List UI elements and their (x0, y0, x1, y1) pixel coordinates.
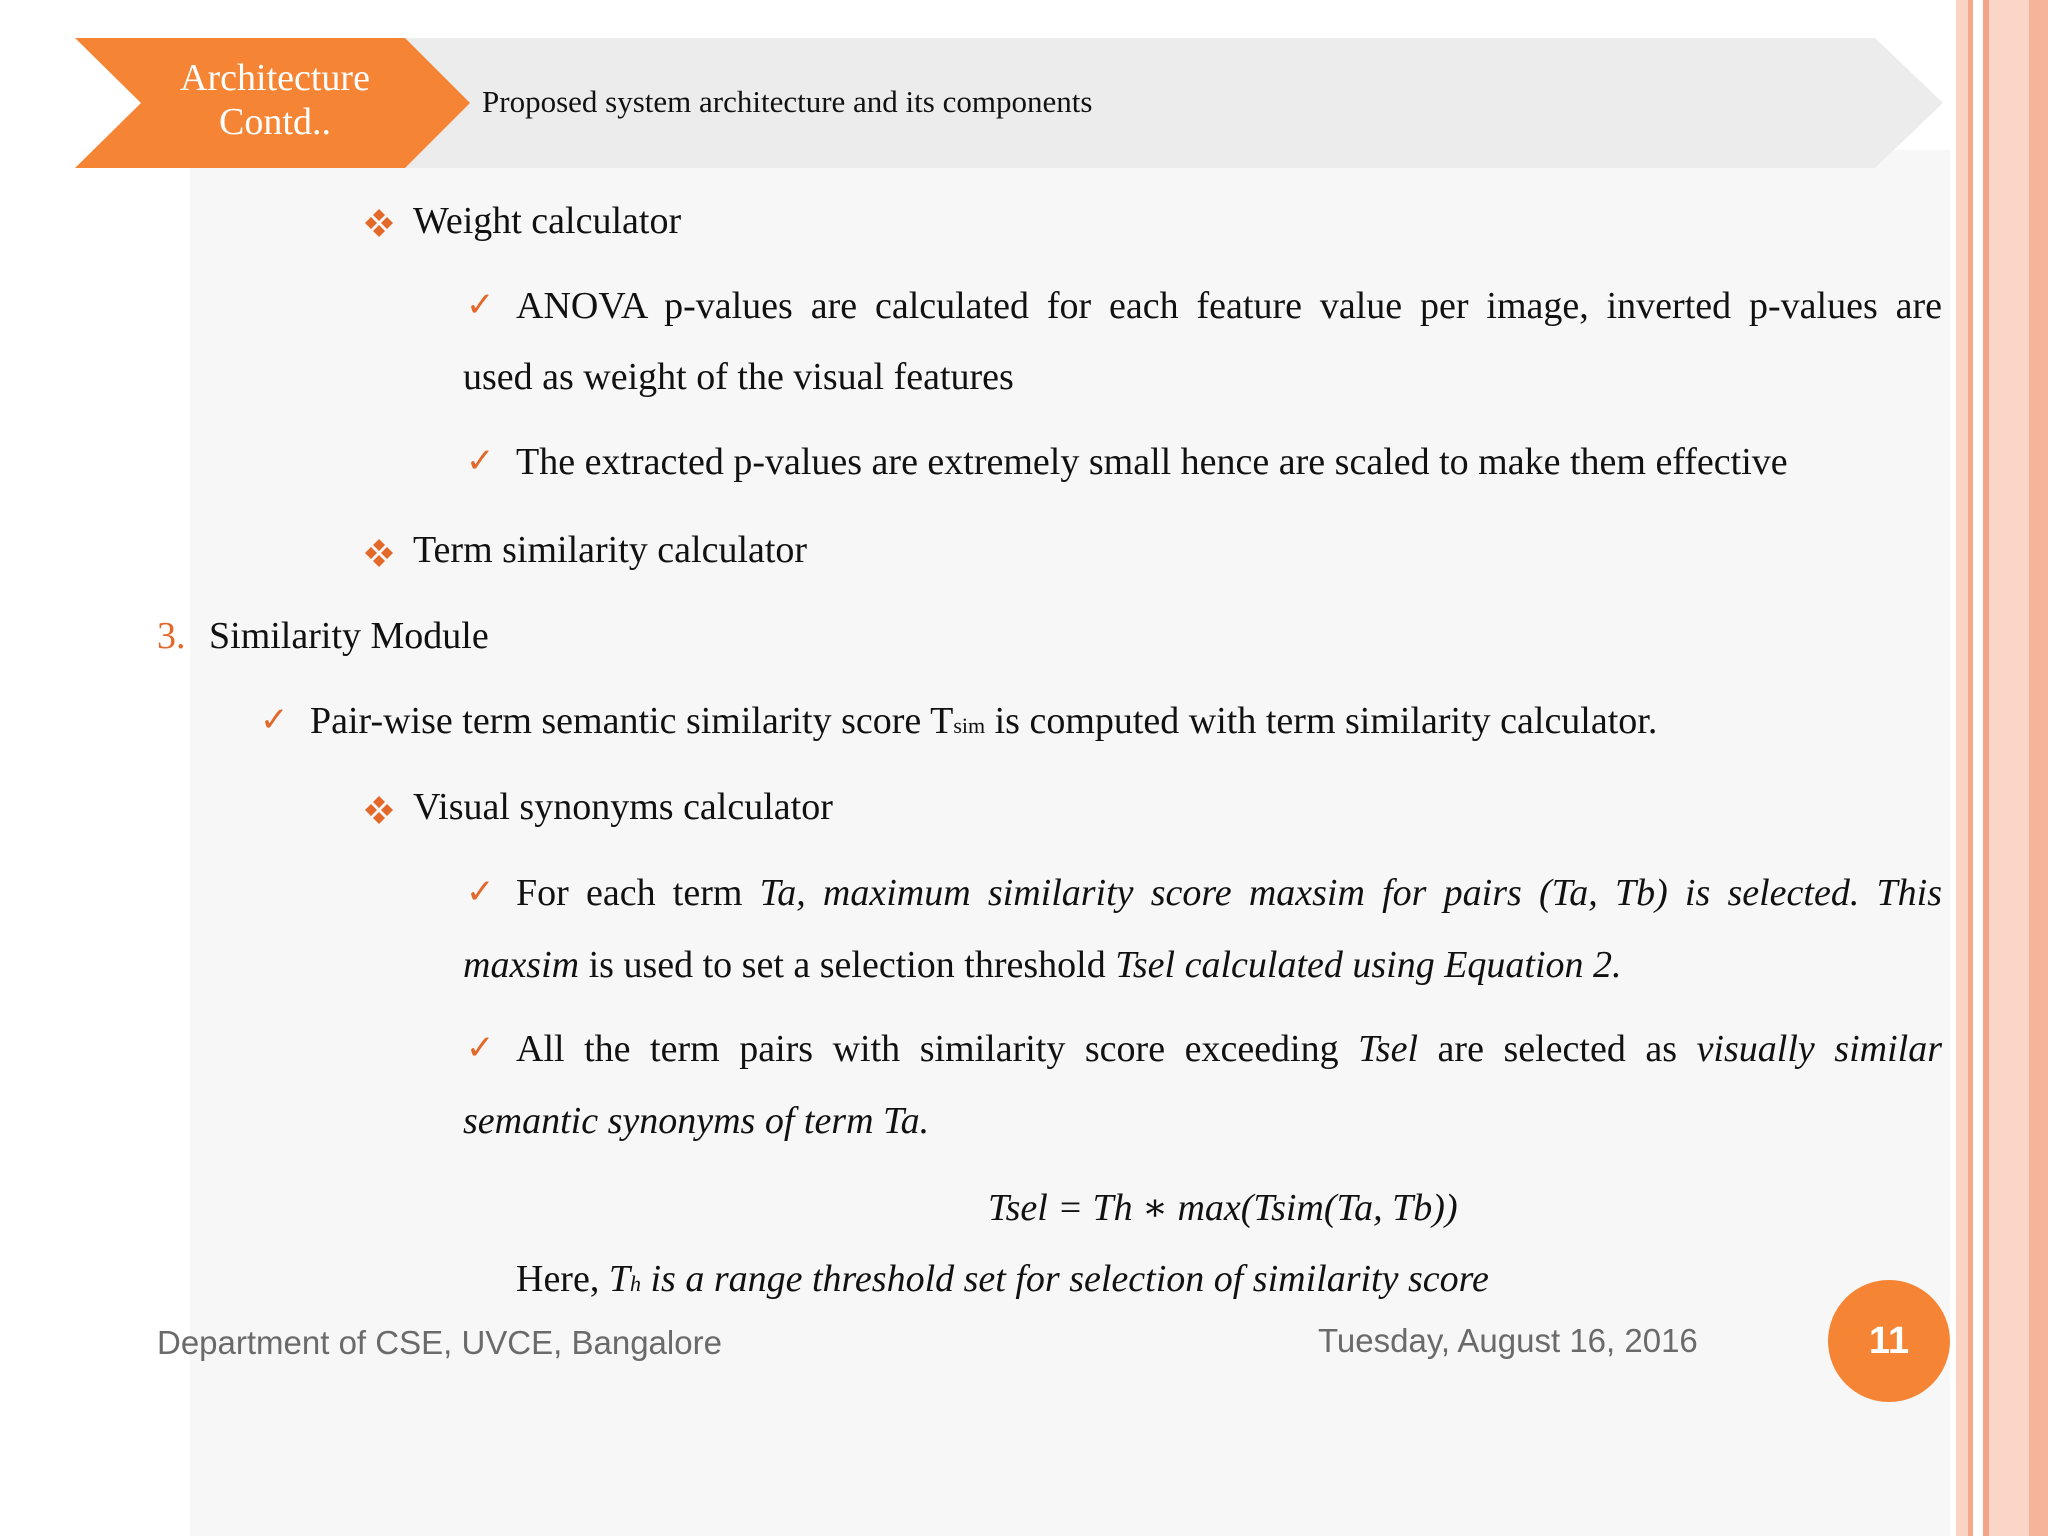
right-border-stripe (2029, 0, 2048, 1536)
term-pairs-line-2: semantic synonyms of term Ta. (463, 1100, 930, 1142)
maxsim-line-2-a: maxsim (463, 944, 580, 986)
four-diamond-bullet-icon (364, 208, 394, 238)
section-tag-line1: Architecture (180, 57, 370, 99)
section-number: 3. (157, 615, 186, 657)
four-diamond-bullet-icon (364, 795, 394, 825)
maxsim-line-1-a: For each term (516, 872, 760, 914)
maxsim-line-2-c: Tsel calculated using Equation 2. (1115, 944, 1622, 986)
section-title: Similarity Module (209, 615, 489, 657)
section-tag-line2: Contd.. (219, 101, 331, 143)
checkmark-icon: ✓ (260, 700, 289, 740)
maxsim-line-1 (516, 871, 1942, 915)
term-pairs-a: All the term pairs with similarity score exceeding (516, 1028, 1359, 1070)
pairwise-score-line (310, 699, 1657, 743)
pairwise-text-post: is computed with term similarity calculator. (985, 700, 1658, 742)
four-diamond-bullet-icon (364, 538, 394, 568)
threshold-note (516, 1257, 1489, 1301)
weight-calculator-item: Weight calculator (413, 200, 682, 242)
right-border-stripe (1956, 0, 1968, 1536)
scaled-pvalues-line: The extracted p-values are extremely small hence are scaled to make them effective (516, 441, 1788, 483)
maxsim-line-1-b: Ta, maximum similarity score maxsim for pairs (Ta, Tb) is selected. This (759, 872, 1942, 914)
visual-synonyms-calculator-item: Visual synonyms calculator (413, 786, 833, 828)
right-border-stripe (1989, 0, 2029, 1536)
note-text: is a range threshold set for selection of similarity score (640, 1258, 1489, 1300)
anova-line-2: used as weight of the visual features (463, 356, 1014, 398)
maxsim-line-2 (463, 943, 1622, 987)
section-tag (100, 56, 450, 144)
term-pairs-c: are selected as (1418, 1028, 1697, 1070)
checkmark-icon: ✓ (466, 285, 495, 325)
maxsim-line-2-b: is used to set a selection threshold (579, 944, 1116, 986)
pairwise-text-pre: Pair-wise term semantic similarity score T (310, 700, 954, 742)
page-number-badge: 11 (1828, 1280, 1950, 1402)
term-pairs-d: visually similar (1696, 1028, 1942, 1070)
footer-date: Tuesday, August 16, 2016 (1318, 1322, 1698, 1359)
note-T: T (608, 1258, 630, 1300)
checkmark-icon: ✓ (466, 872, 495, 912)
note-subscript: h (629, 1271, 641, 1296)
anova-line-1: ANOVA p-values are calculated for each feature value per image, inverted p-values are (516, 285, 1942, 327)
checkmark-icon: ✓ (466, 1028, 495, 1068)
term-pairs-line-1 (516, 1027, 1942, 1071)
section-heading (157, 614, 489, 658)
slide-subtitle: Proposed system architecture and its components (482, 84, 1093, 119)
term-similarity-calculator-item: Term similarity calculator (413, 529, 808, 571)
right-border-stripe (1973, 0, 1983, 1536)
term-pairs-b: Tsel (1358, 1028, 1419, 1070)
footer-department: Department of CSE, UVCE, Bangalore (157, 1324, 722, 1361)
equation: Tsel = Th ∗ max(Tsim(Ta, Tb)) (988, 1187, 1458, 1229)
checkmark-icon: ✓ (466, 441, 495, 481)
note-here: Here, (516, 1258, 609, 1300)
pairwise-subscript: sim (953, 713, 986, 738)
